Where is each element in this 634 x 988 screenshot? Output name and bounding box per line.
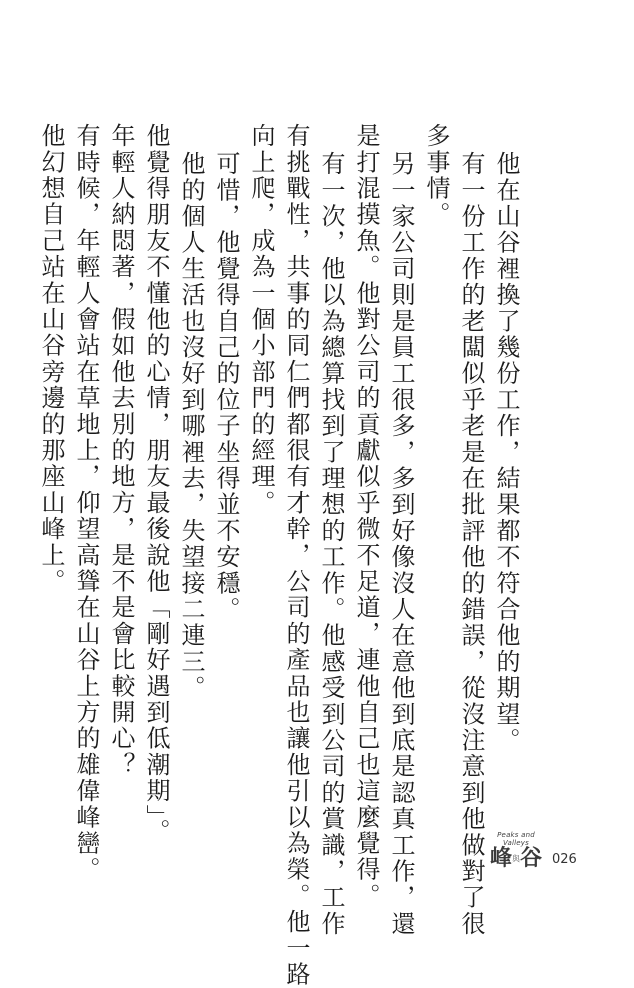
text-column-6: 有一次，他以為總算找到了理想的工作。他感受到公司的賞識，工作: [317, 151, 345, 937]
logo-title: 峰與谷: [489, 845, 543, 871]
text-column-13: 有時候，年輕人會站在草地上，仰望高聳在山谷上方的雄偉峰巒。: [72, 123, 100, 883]
book-logo: [485, 831, 547, 873]
text-column-3: 多事情。: [422, 123, 450, 228]
text-column-12: 年輕人納悶著，假如他去別的地方，是不是會比較開心？: [107, 123, 135, 778]
text-column-5: 是打混摸魚。他對公司的貢獻似乎微不足道，連他自己也這麼覺得。: [352, 123, 380, 909]
text-column-9: 可惜，他覺得自己的位子坐得並不安穩。: [212, 151, 240, 623]
page-number: 026: [552, 852, 577, 867]
text-column-2: 有一份工作的老闆似乎老是在批評他的錯誤，從沒注意到他做對了很: [457, 151, 485, 937]
text-column-11: 他覺得朋友不懂他的心情，朋友最後說他「剛好遇到低潮期」。: [142, 123, 170, 845]
text-column-10: 他的個人生活也沒好到哪裡去，失望接二連三。: [177, 151, 205, 702]
text-column-7: 有挑戰性，共事的同仁們都很有才幹，公司的產品也讓他引以為榮。他一路: [282, 123, 310, 988]
text-column-4: 另一家公司則是員工很多，多到好像沒人在意他到底是認真工作，還: [387, 151, 415, 937]
text-column-1: 他在山谷裡換了幾份工作，結果都不符合他的期望。: [492, 151, 520, 754]
text-column-8: 向上爬，成為一個小部門的經理。: [247, 123, 275, 516]
logo-subtitle: Peaks and Valleys: [497, 831, 535, 847]
text-column-14: 他幻想自己站在山谷旁邊的那座山峰上。: [37, 123, 65, 595]
